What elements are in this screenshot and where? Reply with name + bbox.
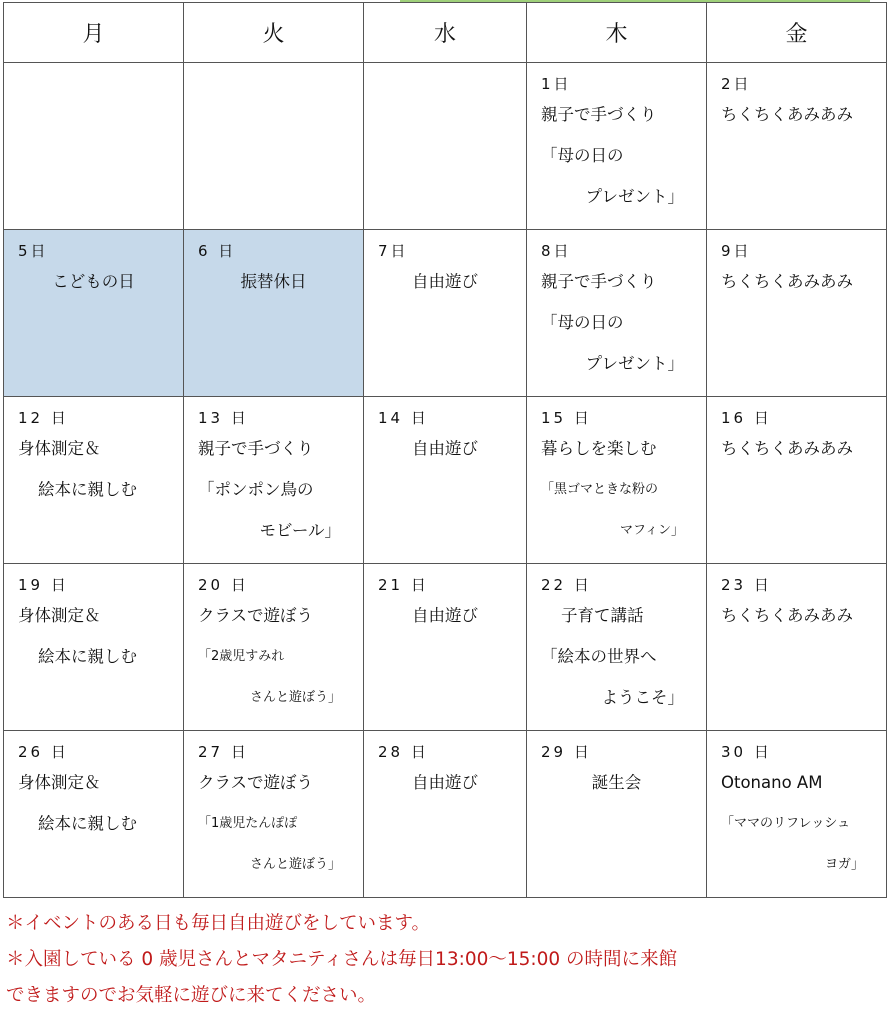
day-cell [707,731,887,898]
event-text: マフィン」 [620,523,684,538]
day-cell-content [364,230,526,386]
event-text: 「ママのリフレッシュ [721,816,851,831]
day-cell [4,397,184,564]
event-text: 絵本に親しむ [38,647,137,666]
day-date: 29 日 [541,743,592,761]
event-text: 自由遊び [412,439,478,458]
event-text: クラスで遊ぼう [198,606,314,625]
event-text: 暮らしを楽しむ [541,439,657,458]
weekday-header-row [4,3,887,63]
event-calendar-table [3,2,887,898]
day-cell [364,564,527,731]
day-date: 1日 [541,75,572,93]
weekday-header: 水 [364,3,527,63]
day-date: 2日 [721,75,752,93]
event-text: ようこそ」 [601,688,684,707]
day-cell [4,63,184,230]
event-text: 子育て講話 [561,606,644,625]
day-cell-content [364,63,526,219]
day-cell-content [527,397,706,553]
day-cell-content [4,230,183,386]
day-date: 27 日 [198,743,249,761]
day-cell-content [4,397,183,553]
event-text: 「母の日の [541,146,624,165]
day-cell-content [4,731,183,887]
day-date [378,73,526,101]
event-text: 自由遊び [412,606,478,625]
day-cell-content [184,230,363,386]
day-cell [4,731,184,898]
day-cell-content [527,564,706,720]
event-text: ちくちくあみあみ [721,439,853,458]
event-text: ちくちくあみあみ [721,606,853,625]
event-text: Otonano AM [721,773,823,792]
event-text: 親子で手づくり [541,272,657,291]
calendar-body [4,63,887,898]
day-cell [707,564,887,731]
day-cell-content [4,564,183,720]
day-cell-content [527,731,706,887]
day-date: 26 日 [18,743,69,761]
event-text: ヨガ」 [824,857,864,872]
weekday-header: 火 [184,3,364,63]
event-text: プレゼント」 [585,354,684,373]
day-cell-content [184,731,363,887]
day-cell [4,230,184,397]
event-text: 振替休日 [240,272,307,291]
event-text: クラスで遊ぼう [198,773,314,792]
event-text: 身体測定＆ [18,606,101,625]
day-date: 30 日 [721,743,772,761]
day-date [198,73,363,101]
day-date: 13 日 [198,409,249,427]
day-cell-content [707,397,886,553]
day-cell [364,63,527,230]
day-date: 9日 [721,242,752,260]
event-text: さんと遊ぼう」 [249,690,341,705]
event-text: さんと遊ぼう」 [249,857,341,872]
day-date: 19 日 [18,576,69,594]
event-text: 親子で手づくり [198,439,314,458]
day-cell [707,397,887,564]
day-date: 21 日 [378,576,429,594]
week-row [4,731,887,898]
day-cell [184,564,364,731]
day-date: 8日 [541,242,572,260]
weekday-header: 金 [707,3,887,63]
day-cell-content [707,63,886,219]
note-line: ＊イベントのある日も毎日自由遊びをしています。 [6,913,431,934]
event-text: ちくちくあみあみ [721,272,853,291]
day-cell [184,731,364,898]
day-cell-content [707,230,886,386]
event-text: プレゼント」 [585,187,684,206]
event-text: 「母の日の [541,313,624,332]
day-cell-content [707,731,886,887]
event-text: モビール」 [259,521,341,540]
day-cell [184,397,364,564]
day-date: 7日 [378,242,409,260]
event-text: 絵本に親しむ [38,814,137,833]
note-line: ＊入園している 0 歳児さんとマタニティさんは毎日13:00〜15:00 の時間に来館 [6,949,678,970]
day-date: 23 日 [721,576,772,594]
note-line: できますのでお気軽に遊びに来てください。 [6,985,377,1006]
event-text: 「ポンポン鳥の [198,480,314,499]
event-text: 身体測定＆ [18,439,101,458]
day-cell [527,564,707,731]
event-text: ちくちくあみあみ [721,105,853,124]
event-text: 「絵本の世界へ [541,647,657,666]
event-text: 「1歳児たんぽぽ [198,816,298,831]
event-text: 絵本に親しむ [38,480,137,499]
event-text: 身体測定＆ [18,773,101,792]
day-cell [4,564,184,731]
day-date: 16 日 [721,409,772,427]
event-text: 「2歳児すみれ [198,649,285,664]
day-cell [707,63,887,230]
day-cell-content [364,731,526,887]
week-row [4,397,887,564]
day-cell [184,230,364,397]
day-cell [364,731,527,898]
day-cell [184,63,364,230]
day-cell-content [364,397,526,553]
day-date: 20 日 [198,576,249,594]
event-text: 自由遊び [412,773,478,792]
event-text: 誕生会 [591,773,642,792]
day-date: 14 日 [378,409,429,427]
day-cell [527,731,707,898]
week-row [4,63,887,230]
event-text: 親子で手づくり [541,105,657,124]
day-cell-content [527,63,706,219]
day-date: 15 日 [541,409,592,427]
day-cell-content [184,63,363,219]
day-cell-content [364,564,526,720]
day-date: 22 日 [541,576,592,594]
weekday-header: 月 [4,3,184,63]
day-date: 28 日 [378,743,429,761]
event-text: 「黒ゴマときな粉の [541,482,659,497]
day-date: 12 日 [18,409,69,427]
day-cell [364,397,527,564]
week-row [4,230,887,397]
day-cell [527,230,707,397]
day-cell [707,230,887,397]
day-cell-content [184,397,363,553]
day-date: 6 日 [198,242,237,260]
week-row [4,564,887,731]
day-cell-content [4,63,183,219]
day-date [18,73,183,101]
weekday-header: 木 [527,3,707,63]
day-cell-content [184,564,363,720]
day-cell [527,63,707,230]
day-cell-content [527,230,706,386]
day-cell-content [707,564,886,720]
day-date: 5日 [18,242,49,260]
event-text: 自由遊び [412,272,478,291]
day-cell [527,397,707,564]
event-text: こどもの日 [52,272,135,291]
notes-section [6,906,886,1014]
day-cell [364,230,527,397]
